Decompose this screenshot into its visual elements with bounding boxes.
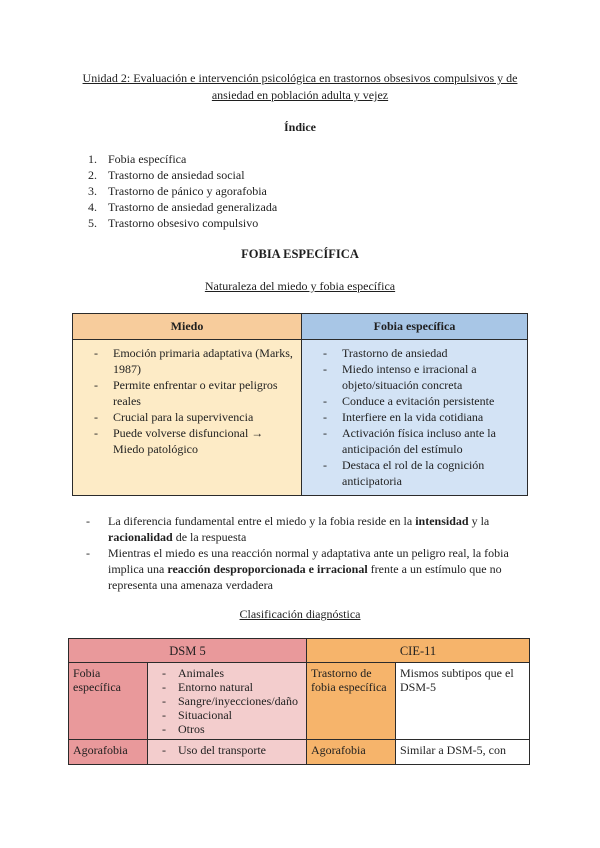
- fobia-header: Fobia específica: [302, 314, 528, 340]
- notes-list: [86, 513, 516, 593]
- cie-row-label: Trastorno de fobia específica: [307, 663, 396, 740]
- list-item: - Conduce a evitación persistente: [310, 393, 521, 409]
- list-item: - Situacional: [152, 708, 302, 722]
- index-item: 5. Trastorno obsesivo compulsivo: [88, 216, 259, 230]
- note-item: - Mientras el miedo es una reacción normal y adaptativa ante un peligro real, la fobia implica una reacción desproporcionada e irracional frente a un estímulo que no representa una amenaza verdadera: [86, 545, 516, 593]
- list-item: - Animales: [152, 666, 302, 680]
- dsm-row-label: Agorafobia: [69, 740, 148, 765]
- list-item: - Otros: [152, 722, 302, 736]
- section-title: FOBIA ESPECÍFICA: [241, 247, 359, 261]
- dsm-header: DSM 5: [69, 639, 307, 663]
- cie-description-cell: Mismos subtipos que el DSM-5: [396, 663, 530, 740]
- list-item: - Entorno natural: [152, 680, 302, 694]
- index-item: 3. Trastorno de pánico y agorafobia: [88, 184, 267, 198]
- note-item: - La diferencia fundamental entre el miedo y la fobia reside en la intensidad y la racionalidad de la respuesta: [86, 513, 516, 545]
- subheading-nature: Naturaleza del miedo y fobia específica: [204, 279, 396, 293]
- classification-table: [68, 638, 530, 765]
- cie-row-label: Agorafobia: [307, 740, 396, 765]
- list-item: - Crucial para la supervivencia: [81, 409, 295, 425]
- list-item: - Destaca el rol de la cognición anticipatoria: [310, 457, 521, 489]
- list-item: - Permite enfrentar o evitar peligros reales: [81, 377, 295, 409]
- list-item: - Emoción primaria adaptativa (Marks, 1987): [81, 345, 295, 377]
- unit-title: Unidad 2: Evaluación e intervención psicológica en trastornos obsesivos compulsivos y de ansiedad en población adulta y vejez: [82, 71, 518, 102]
- miedo-cell: [73, 340, 302, 496]
- fobia-cell: [302, 340, 528, 496]
- dsm-subtypes-cell: [148, 663, 307, 740]
- list-item: - Interfiere en la vida cotidiana: [310, 409, 521, 425]
- list-item: - Miedo intenso e irracional a objeto/situación concreta: [310, 361, 521, 393]
- dsm-row-label: Fobia específica: [69, 663, 148, 740]
- list-item: - Trastorno de ansiedad: [310, 345, 521, 361]
- cie-header: CIE-11: [307, 639, 530, 663]
- comparison-table: [72, 313, 528, 496]
- dsm-subtypes-cell: [148, 740, 307, 765]
- list-item: - Activación física incluso ante la anticipación del estímulo: [310, 425, 521, 457]
- miedo-header: Miedo: [73, 314, 302, 340]
- list-item: - Puede volverse disfuncional → Miedo patológico: [81, 425, 295, 457]
- index-list: [88, 151, 277, 231]
- index-item: 4. Trastorno de ansiedad generalizada: [88, 200, 278, 214]
- cie-description-cell: Similar a DSM-5, con: [396, 740, 530, 765]
- index-item: 2. Trastorno de ansiedad social: [88, 168, 245, 182]
- list-item: - Sangre/inyecciones/daño: [152, 694, 302, 708]
- index-title: Índice: [283, 120, 316, 134]
- list-item: - Uso del transporte: [152, 743, 302, 757]
- index-item: 1. Fobia específica: [88, 152, 187, 166]
- subheading-classification: Clasificación diagnóstica: [239, 607, 361, 621]
